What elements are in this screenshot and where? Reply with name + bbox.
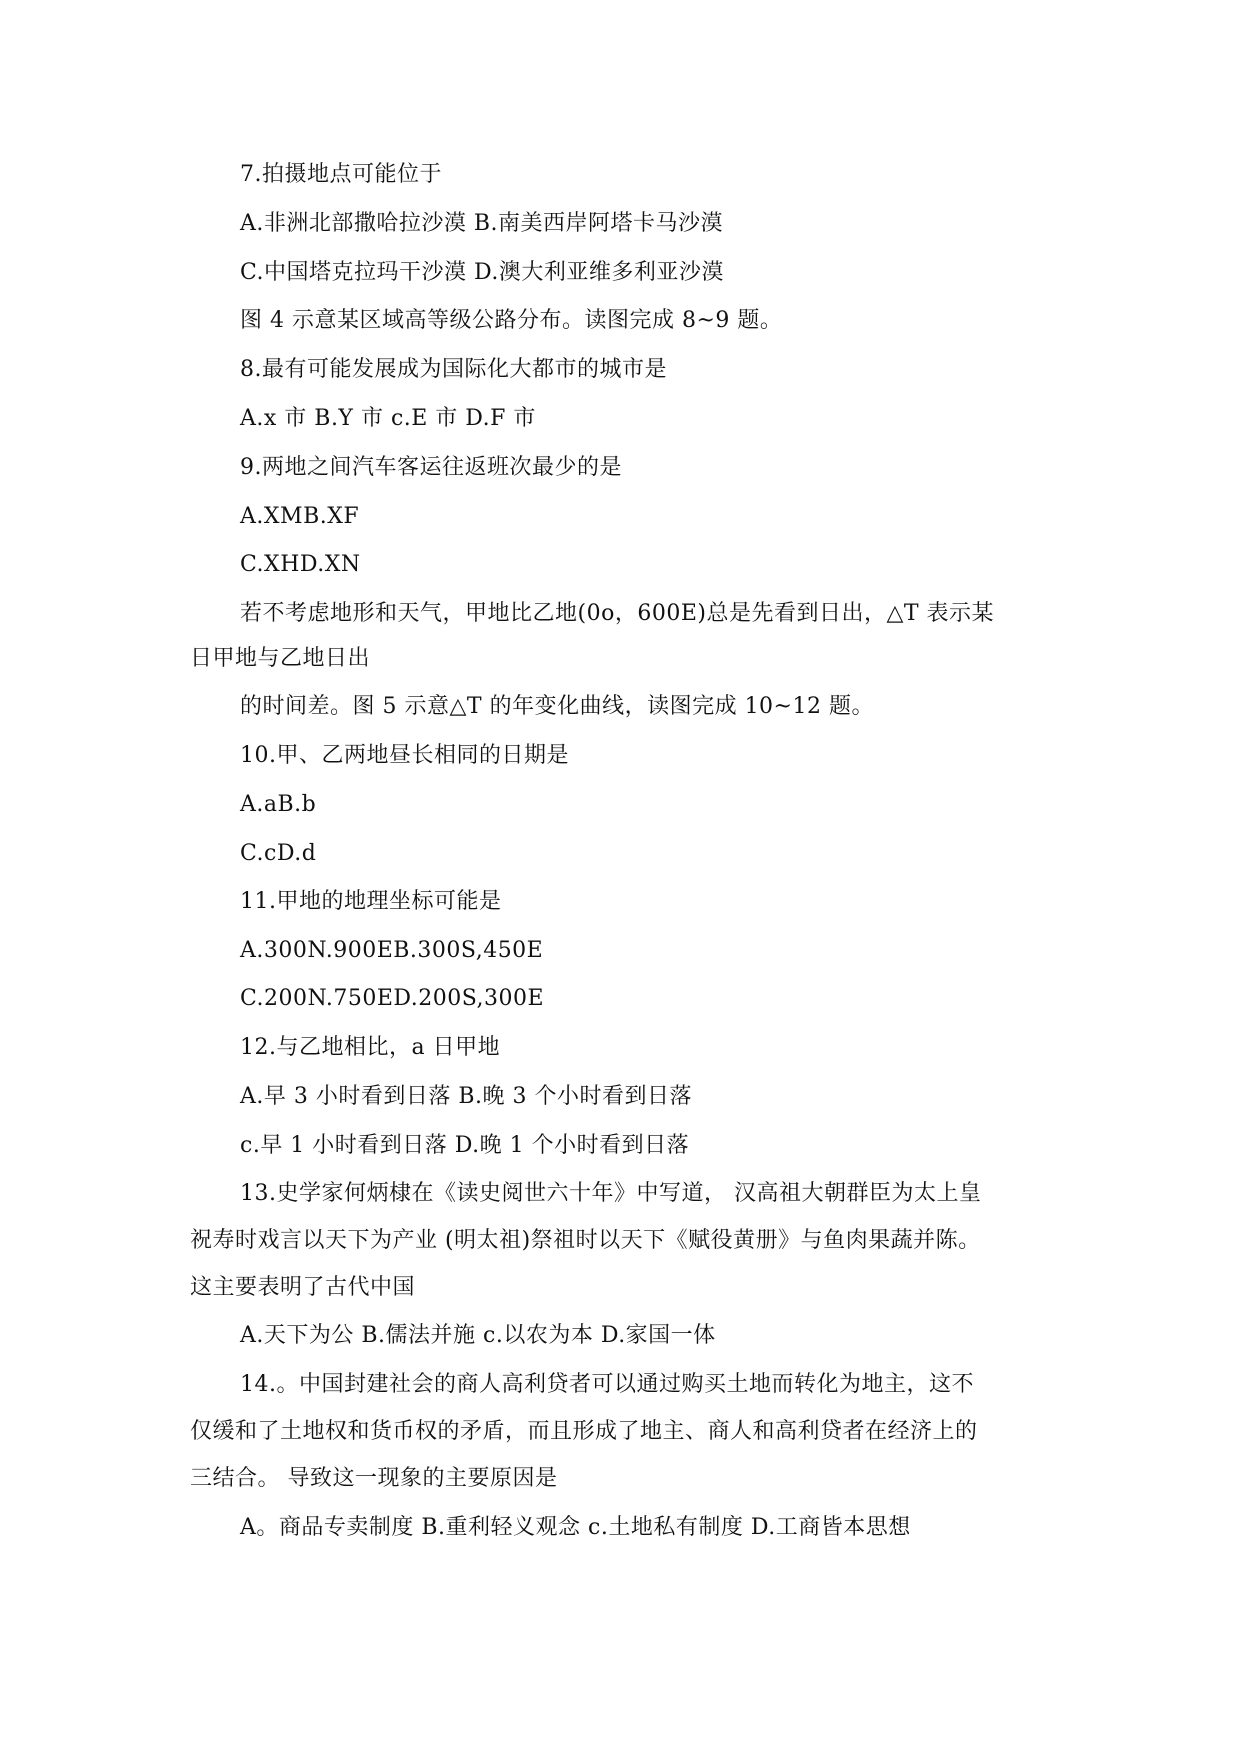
q13-stem-line2: 祝寿时戏言以天下为产业 (明太祖)祭祖时以天下《赋役黄册》与鱼肉果蔬并陈。	[190, 1228, 981, 1253]
figure5-intro-line3: 的时间差。图 5 示意△T 的年变化曲线，读图完成 10~12 题。	[240, 694, 874, 719]
figure4-intro: 图 4 示意某区域高等级公路分布。读图完成 8~9 题。	[240, 308, 783, 333]
q11-stem: 11.甲地的地理坐标可能是	[240, 889, 502, 914]
q13-stem-line1: 13.史学家何炳棣在《读史阅世六十年》中写道， 汉高祖大朝群臣为太上皇	[240, 1181, 982, 1206]
q10-stem: 10.甲、乙两地昼长相同的日期是	[240, 743, 569, 768]
q10-options-ab: A.aB.b	[240, 792, 317, 817]
q14-options: A。商品专卖制度 B.重利轻义观念 c.土地私有制度 D.工商皆本思想	[240, 1515, 911, 1540]
figure5-intro-line1: 若不考虑地形和天气，甲地比乙地(0o，600E)总是先看到日出，△T 表示某	[240, 601, 995, 626]
q14-stem-line2: 仅缓和了土地权和货币权的矛盾，而且形成了地主、商人和高利贷者在经济上的	[190, 1419, 978, 1444]
q11-options-cd: C.200N.750ED.200S,300E	[240, 986, 545, 1011]
q10-options-cd: C.cD.d	[240, 841, 317, 866]
q14-stem-line1: 14.。中国封建社会的商人高利贷者可以通过购买土地而转化为地主，这不	[240, 1372, 974, 1397]
q13-options: A.天下为公 B.儒法并施 c.以农为本 D.家国一体	[240, 1323, 716, 1348]
q7-options-ab: A.非洲北部撒哈拉沙漠 B.南美西岸阿塔卡马沙漠	[240, 211, 724, 236]
q12-stem: 12.与乙地相比，a 日甲地	[240, 1035, 501, 1060]
q9-stem: 9.两地之间汽车客运往返班次最少的是	[240, 455, 622, 480]
q7-stem: 7.拍摄地点可能位于	[240, 162, 442, 187]
q7-options-cd: C.中国塔克拉玛干沙漠 D.澳大利亚维多利亚沙漠	[240, 260, 724, 285]
q14-stem-line3: 三结合。 导致这一现象的主要原因是	[190, 1466, 558, 1491]
figure5-intro-line2: 日甲地与乙地日出	[190, 646, 371, 671]
q13-stem-line3: 这主要表明了古代中国	[190, 1275, 416, 1300]
q12-options-ab: A.早 3 小时看到日落 B.晚 3 个小时看到日落	[240, 1084, 693, 1109]
q11-options-ab: A.300N.900EB.300S,450E	[240, 938, 544, 963]
q9-options-cd: C.XHD.XN	[240, 552, 361, 577]
q9-options-ab: A.XMB.XF	[240, 504, 360, 529]
q8-stem: 8.最有可能发展成为国际化大都市的城市是	[240, 357, 667, 382]
q8-options: A.x 市 B.Y 市 c.E 市 D.F 市	[240, 406, 536, 431]
q12-options-cd: c.早 1 小时看到日落 D.晚 1 个小时看到日落	[240, 1133, 690, 1158]
